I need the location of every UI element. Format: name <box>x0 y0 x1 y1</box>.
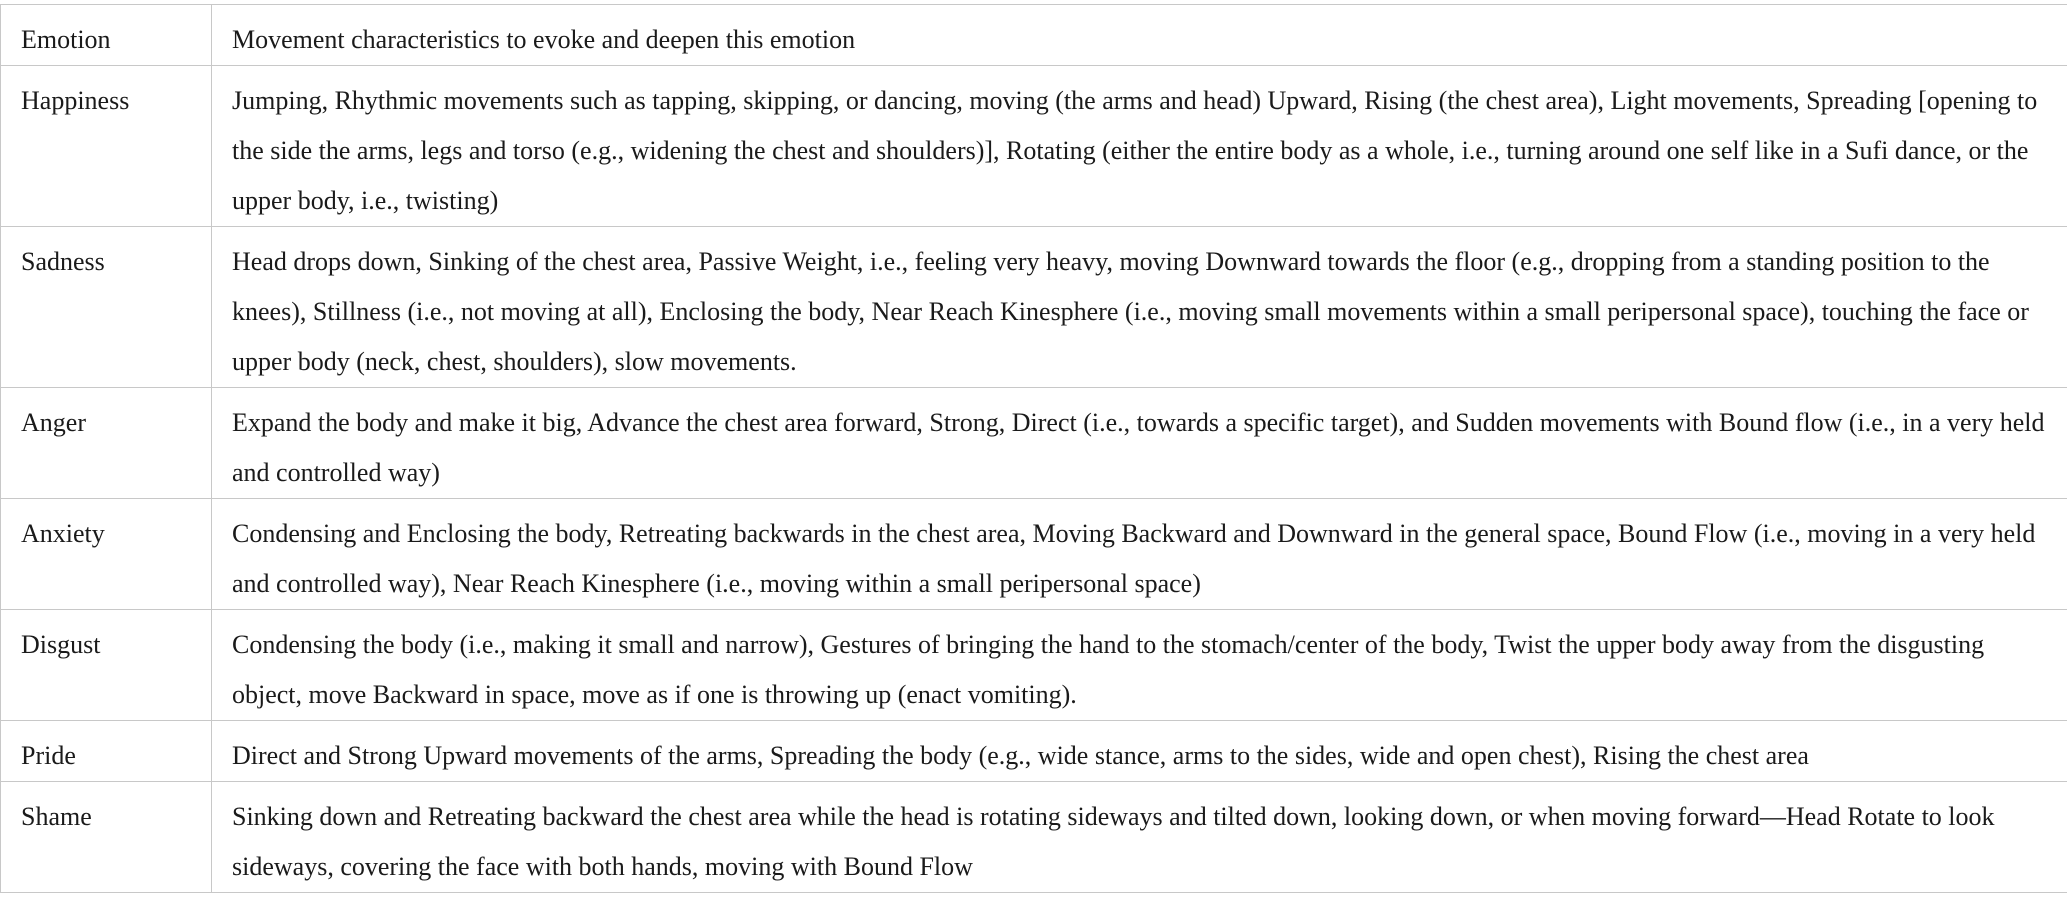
emotion-cell: Pride <box>1 721 212 782</box>
table-row-shame <box>1 782 2067 893</box>
movement-cell: Condensing the body (i.e., making it small and narrow), Gestures of bringing the hand to the stomach/center of the body, Twist the upper body away from the disgusting object, move Backward in space, move as if one is throwing up (enact vomiting). <box>212 610 2067 721</box>
emotion-cell: Disgust <box>1 610 212 721</box>
movement-cell: Direct and Strong Upward movements of the arms, Spreading the body (e.g., wide stance, arms to the sides, wide and open chest), Rising the chest area <box>212 721 2067 782</box>
movement-cell: Condensing and Enclosing the body, Retreating backwards in the chest area, Moving Backward and Downward in the general space, Bound Flow (i.e., moving in a very held and controlled way), Near Reach Kinesphere (i.e., moving within a small peripersonal space) <box>212 499 2067 610</box>
table-row-sadness <box>1 227 2067 388</box>
table-row-disgust <box>1 610 2067 721</box>
emotion-movement-table-container <box>0 4 2067 893</box>
movement-cell: Sinking down and Retreating backward the chest area while the head is rotating sideways and tilted down, looking down, or when moving forward—Head Rotate to look sideways, covering the face with both hands, moving with Bound Flow <box>212 782 2067 893</box>
table-row-anger <box>1 388 2067 499</box>
movement-cell: Head drops down, Sinking of the chest area, Passive Weight, i.e., feeling very heavy, moving Downward towards the floor (e.g., dropping from a standing position to the knees), Stillness (i.e., not moving at all), Enclosing the body, Near Reach Kinesphere (i.e., moving small movements within a small peripersonal space), touching the face or upper body (neck, chest, shoulders), slow movements. <box>212 227 2067 388</box>
table-row-anxiety <box>1 499 2067 610</box>
table-row-pride <box>1 721 2067 782</box>
table-row-happiness <box>1 66 2067 227</box>
emotion-cell: Anger <box>1 388 212 499</box>
table-header-row <box>1 5 2067 66</box>
emotion-cell: Sadness <box>1 227 212 388</box>
movement-cell: Expand the body and make it big, Advance the chest area forward, Strong, Direct (i.e., towards a specific target), and Sudden movements with Bound flow (i.e., in a very held and controlled way) <box>212 388 2067 499</box>
header-emotion: Emotion <box>1 5 212 66</box>
header-movement: Movement characteristics to evoke and deepen this emotion <box>212 5 2067 66</box>
emotion-cell: Anxiety <box>1 499 212 610</box>
emotion-cell: Happiness <box>1 66 212 227</box>
emotion-movement-table <box>0 4 2067 893</box>
emotion-cell: Shame <box>1 782 212 893</box>
movement-cell: Jumping, Rhythmic movements such as tapping, skipping, or dancing, moving (the arms and head) Upward, Rising (the chest area), Light movements, Spreading [opening to the side the arms, legs and torso (e.g., widening the chest and shoulders)], Rotating (either the entire body as a whole, i.e., turning around one self like in a Sufi dance, or the upper body, i.e., twisting) <box>212 66 2067 227</box>
